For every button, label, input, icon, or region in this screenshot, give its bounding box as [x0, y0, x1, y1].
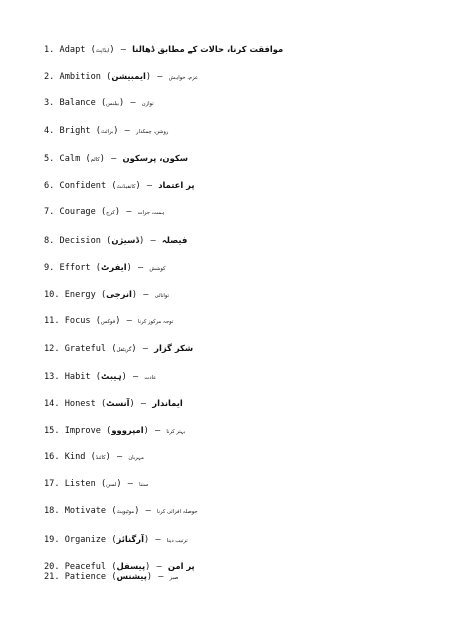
vocab-entry-6: 6. Confident (کانفیڈنٹ) – پر اعتماد [44, 180, 195, 191]
entry-meaning: شکر گزار [154, 343, 194, 353]
entry-word: Calm [59, 154, 81, 164]
entry-transliteration: انرجی [106, 289, 132, 299]
entry-transliteration: پیسفل [116, 561, 146, 571]
entry-word: Patience [64, 572, 107, 582]
vocab-entry-9: 9. Effort (ایفرٹ) – کوشش [44, 262, 166, 273]
entry-word: Ambition [59, 72, 101, 82]
entry-meaning: عادت [144, 375, 157, 381]
entry-meaning: ترتیب دینا [166, 538, 188, 544]
entry-number: 12. [44, 344, 60, 354]
entry-number: 4. [44, 126, 55, 136]
entry-word: Courage [59, 207, 96, 217]
vocab-entry-21: 21. Patience (پیشنس) – صبر [44, 571, 179, 582]
entry-number: 20. [44, 562, 60, 572]
entry-transliteration: بیلنس [106, 101, 120, 107]
entry-word: Motivate [64, 506, 107, 516]
entry-transliteration: ایفرٹ [100, 262, 127, 272]
entry-transliteration: فوکس [100, 319, 116, 325]
entry-word: Peaceful [64, 562, 107, 572]
entry-transliteration: آرگنائز [116, 534, 144, 544]
entry-word: Focus [64, 316, 91, 326]
entry-transliteration: ڈسیژن [111, 235, 140, 245]
vocab-entry-11: 11. Focus (فوکس) – توجہ مرکوز کرنا [44, 316, 174, 326]
entry-transliteration: موٹیویٹ [116, 509, 135, 515]
entry-number: 15. [44, 426, 60, 436]
entry-transliteration: لسن [106, 482, 117, 488]
entry-word: Decision [59, 236, 101, 246]
vocab-entry-20: 20. Peaceful (پیسفل) – پر امن [44, 561, 195, 572]
vocab-entry-5: 5. Calm (کالم) – سکون، پرسکون [44, 153, 188, 164]
entry-number: 5. [44, 154, 55, 164]
entry-transliteration: امپرووو [111, 425, 144, 435]
vocab-entry-13: 13. Habit (ہیبٹ) – عادت [44, 371, 157, 382]
entry-meaning: سننا [139, 482, 149, 488]
entry-word: Energy [64, 290, 96, 300]
entry-word: Grateful [64, 344, 107, 354]
entry-transliteration: آنسٹ [106, 398, 130, 408]
vocab-entry-2: 2. Ambition (ایمبیشن) – عزم، خواہش [44, 71, 199, 82]
entry-transliteration: ایڈاپٹ [95, 48, 110, 54]
entry-word: Honest [64, 399, 96, 409]
entry-number: 8. [44, 236, 55, 246]
entry-meaning: کوشش [149, 266, 166, 272]
vocab-entry-12: 12. Grateful (گریٹفل) – شکر گزار [44, 343, 194, 354]
entry-number: 17. [44, 479, 60, 489]
vocab-entry-8: 8. Decision (ڈسیژن) – فیصلہ [44, 235, 188, 246]
entry-meaning: موافقت کرنا، حالات کے مطابق ڈھالنا [132, 44, 284, 54]
entry-word: Balance [59, 98, 96, 108]
entry-meaning: پر امن [167, 561, 195, 571]
entry-meaning: توانائی [154, 293, 169, 299]
entry-transliteration: ایمبیشن [111, 71, 146, 81]
entry-number: 11. [44, 316, 60, 326]
entry-number: 16. [44, 452, 60, 462]
entry-transliteration: کائنڈ [95, 455, 106, 461]
entry-meaning: سکون، پرسکون [122, 153, 188, 163]
vocab-entry-10: 10. Energy (انرجی) – توانائی [44, 289, 169, 300]
entry-transliteration: کرج [106, 210, 115, 216]
entry-word: Bright [59, 126, 91, 136]
entry-meaning: توازن [141, 101, 154, 107]
entry-meaning: ایماندار [152, 398, 183, 408]
vocab-entry-19: 19. Organize (آرگنائز) – ترتیب دینا [44, 534, 188, 545]
entry-meaning: توجہ مرکوز کرنا [137, 319, 174, 325]
entry-word: Organize [64, 535, 107, 545]
entry-number: 7. [44, 207, 55, 217]
entry-transliteration: کانفیڈنٹ [116, 184, 136, 190]
entry-number: 9. [44, 263, 55, 273]
entry-number: 18. [44, 506, 60, 516]
entry-transliteration: کالم [90, 157, 100, 163]
vocab-entry-15: 15. Improve (امپرووو) – بہتر کرنا [44, 425, 186, 436]
entry-meaning: مہربان [128, 455, 144, 461]
vocab-entry-1: 1. Adapt (ایڈاپٹ) – موافقت کرنا، حالات کے مطابق ڈھالنا [44, 44, 284, 55]
entry-number: 19. [44, 535, 60, 545]
entry-transliteration: ہیبٹ [100, 371, 122, 381]
entry-number: 10. [44, 290, 60, 300]
entry-word: Effort [59, 263, 91, 273]
entry-transliteration: برائٹ [100, 129, 114, 135]
entry-word: Habit [64, 372, 91, 382]
entry-meaning: حوصلہ افزائی کرنا [156, 509, 198, 515]
entry-number: 3. [44, 98, 55, 108]
entry-word: Improve [64, 426, 101, 436]
entry-word: Adapt [59, 45, 86, 55]
entry-meaning: بہتر کرنا [166, 429, 186, 435]
entry-transliteration: پیشنس [116, 571, 147, 581]
vocab-entry-18: 18. Motivate (موٹیویٹ) – حوصلہ افزائی کرنا [44, 506, 198, 516]
entry-meaning: پر اعتماد [158, 180, 195, 190]
entry-transliteration: گریٹفل [116, 347, 132, 353]
vocab-entry-17: 17. Listen (لسن) – سننا [44, 479, 149, 489]
vocab-entry-14: 14. Honest (آنسٹ) – ایماندار [44, 398, 183, 409]
entry-number: 6. [44, 181, 55, 191]
entry-meaning: فیصلہ [161, 235, 188, 245]
entry-number: 14. [44, 399, 60, 409]
entry-meaning: روشن، چمکدار [136, 129, 169, 135]
vocab-entry-7: 7. Courage (کرج) – ہمت، جرات [44, 207, 165, 217]
entry-meaning: عزم، خواہش [168, 75, 199, 81]
entry-number: 21. [44, 572, 60, 582]
vocab-entry-16: 16. Kind (کائنڈ) – مہربان [44, 452, 144, 462]
entry-number: 13. [44, 372, 60, 382]
entry-word: Kind [64, 452, 86, 462]
entry-number: 1. [44, 45, 55, 55]
entry-meaning: صبر [169, 575, 179, 581]
vocab-entry-4: 4. Bright (برائٹ) – روشن، چمکدار [44, 126, 169, 136]
vocab-entry-3: 3. Balance (بیلنس) – توازن [44, 98, 154, 108]
entry-meaning: ہمت، جرات [137, 210, 165, 216]
entry-number: 2. [44, 72, 55, 82]
entry-word: Confident [59, 181, 107, 191]
entry-word: Listen [64, 479, 96, 489]
